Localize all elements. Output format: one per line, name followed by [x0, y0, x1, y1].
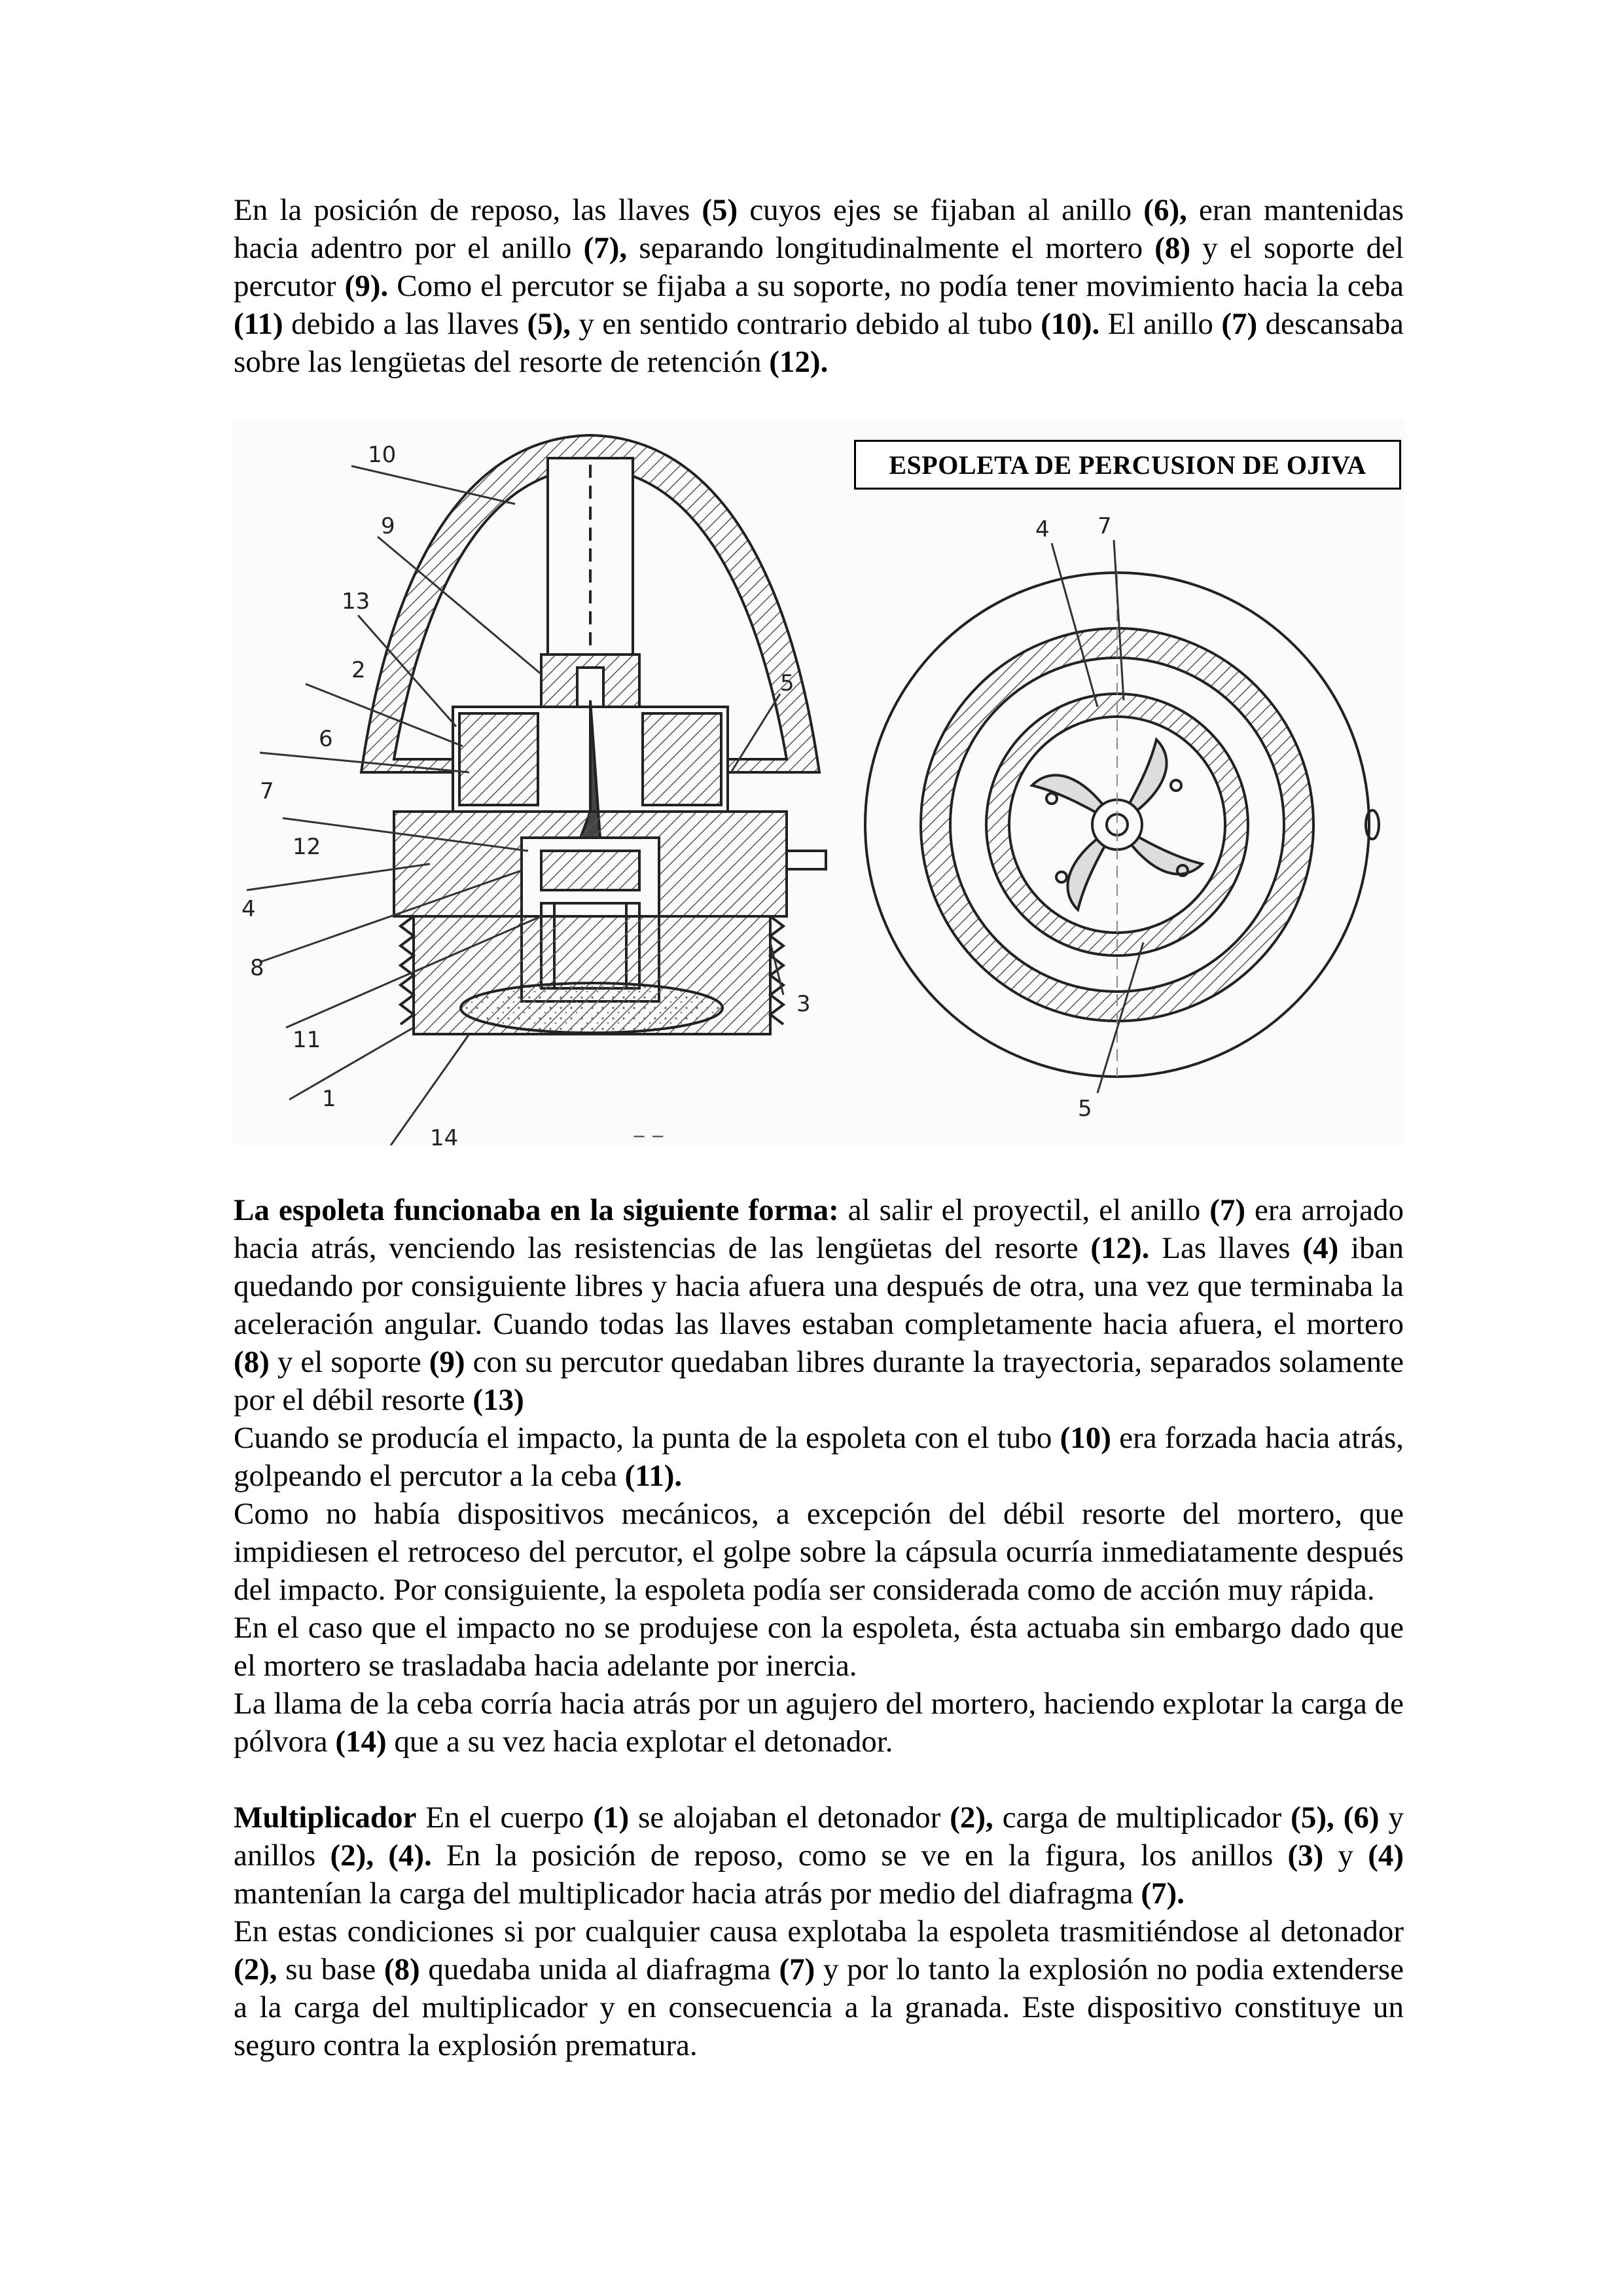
- label-8: 8: [250, 955, 264, 981]
- figure-title: ESPOLETA DE PERCUSION DE OJIVA: [854, 440, 1401, 490]
- paragraph-flame: La llama de la ceba corría hacia atrás por un agujero del mortero, haciendo explotar la carga de pólvora (14) que a su vez hacia explotar el detonador.: [234, 1687, 1404, 1759]
- paragraph-rest-position: En la posición de reposo, las llaves (5) cuyos ejes se fijaban al anillo (6), eran mantenidas hacia adentro por el anillo (7), separando longitudinalmente el mortero (8) y el soporte del percutor (9). Como el percutor se fijaba a su soporte, no podía tener movimiento hacia la ceba (11) debido a las llaves (5), y en sentido contrario debido al tubo (10). El anillo (7) descansaba sobre las lengüetas del resorte de retención (12).: [234, 193, 1404, 379]
- paragraph-functioning: La espoleta funcionaba en la siguiente forma: al salir el proyectil, el anillo (7) era arrojado hacia atrás, venciendo las resistencias de las lengüetas del resorte (12). Las llaves (4) iban quedando por consiguiente libres y hacia afuera una después de otra, una vez que terminaba la aceleración angular. Cuando todas las llaves estaban completamente hacia afuera, el mortero (8) y el soporte (9) con su percutor quedaban libres durante la trayectoria, separados solamente por el débil resorte (13): [234, 1193, 1404, 1417]
- fuze-diagram: [234, 419, 1405, 1145]
- paragraph-impact: Cuando se producía el impacto, la punta de la espoleta con el tubo (10) era forzada hacia atrás, golpeando el percutor a la ceba (11).: [234, 1421, 1404, 1493]
- label-10: 10: [368, 442, 397, 468]
- scale-mark: ‒ ‒: [633, 1124, 664, 1145]
- label-7: 7: [260, 778, 274, 804]
- label-12: 12: [293, 834, 321, 860]
- label-13: 13: [342, 588, 370, 615]
- label-5-left: 5: [780, 670, 794, 696]
- label-4: 4: [241, 896, 256, 922]
- label-11: 11: [293, 1027, 321, 1053]
- label-9: 9: [381, 513, 395, 539]
- label-4-plan: 4: [1035, 516, 1050, 543]
- label-2: 2: [351, 657, 366, 683]
- label-5-plan: 5: [1078, 1096, 1092, 1122]
- label-1: 1: [322, 1086, 336, 1112]
- paragraph-no-devices: Como no había dispositivos mecánicos, a excepción del débil resorte del mortero, que impidiesen el retroceso del percutor, el golpe sobre la cápsula ocurría inmediatamente después del impacto. Por consiguiente, la espoleta podía ser considerada como de acción muy rápida.: [234, 1497, 1404, 1607]
- paragraph-safety: En estas condiciones si por cualquier causa explotaba la espoleta trasmitiéndose al detonador (2), su base (8) quedaba unida al diafragma (7) y por lo tanto la explosión no podia extenderse a la carga del multiplicador y en consecuencia a la granada. Este dispositivo constituye un seguro contra la explosión prematura.: [234, 1914, 1404, 2062]
- label-3: 3: [796, 991, 811, 1017]
- paragraph-gap: [234, 1761, 1404, 1799]
- label-7-plan: 7: [1097, 513, 1112, 539]
- intro-paragraph: [234, 191, 1404, 381]
- functioning-section: [234, 1191, 1404, 2064]
- label-14: 14: [430, 1125, 459, 1145]
- paragraph-multiplier: Multiplicador En el cuerpo (1) se alojaban el detonador (2), carga de multiplicador (5), (6) y anillos (2), (4). En la posición de reposo, como se ve en la figura, los anillos (3) y (4) mantenían la carga del multiplicador hacia atrás por medio del diafragma (7).: [234, 1801, 1404, 1910]
- label-6: 6: [319, 726, 333, 752]
- paragraph-inertia: En el caso que el impacto no se produjese con la espoleta, ésta actuaba sin embargo dado que el mortero se trasladaba hacia adelante por inercia.: [234, 1611, 1404, 1683]
- fuze-drawing: [234, 419, 1405, 1145]
